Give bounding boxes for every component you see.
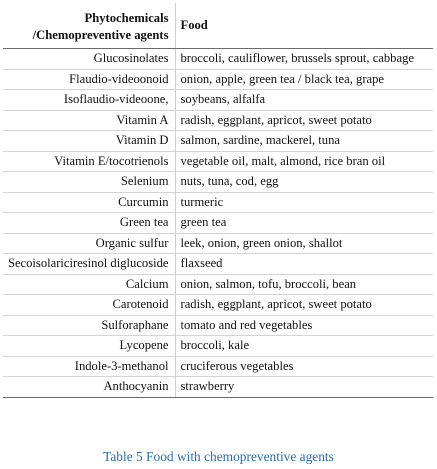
agent-cell: Indole-3-methanol	[3, 356, 175, 377]
agent-cell: Green tea	[3, 213, 175, 234]
food-cell: salmon, sardine, mackerel, tuna	[175, 131, 433, 152]
table-container	[3, 3, 433, 398]
table-row	[3, 274, 433, 295]
food-cell: radish, eggplant, apricot, sweet potato	[175, 110, 433, 131]
agent-cell: Sulforaphane	[3, 315, 175, 336]
agent-cell: Vitamin D	[3, 131, 175, 152]
table-row	[3, 356, 433, 377]
agent-cell: Flaudio-videoonoid	[3, 69, 175, 90]
table-row	[3, 213, 433, 234]
table-row	[3, 315, 433, 336]
agent-cell: Organic sulfur	[3, 233, 175, 254]
food-cell: strawberry	[175, 377, 433, 398]
food-cell: tomato and red vegetables	[175, 315, 433, 336]
food-cell: vegetable oil, malt, almond, rice bran oil	[175, 151, 433, 172]
food-cell: broccoli, kale	[175, 336, 433, 357]
table-row	[3, 151, 433, 172]
food-cell: cruciferous vegetables	[175, 356, 433, 377]
table-row	[3, 254, 433, 275]
agent-cell: Curcumin	[3, 192, 175, 213]
food-cell: flaxseed	[175, 254, 433, 275]
table-header-row	[3, 3, 433, 49]
food-cell: onion, apple, green tea / black tea, grape	[175, 69, 433, 90]
table-row	[3, 336, 433, 357]
agent-cell: Calcium	[3, 274, 175, 295]
food-cell: onion, salmon, tofu, broccoli, bean	[175, 274, 433, 295]
table-row	[3, 192, 433, 213]
table-row	[3, 49, 433, 70]
food-cell: nuts, tuna, cod, egg	[175, 172, 433, 193]
agent-cell: Secoisolariciresinol diglucoside	[3, 254, 175, 275]
agent-cell: Lycopene	[3, 336, 175, 357]
food-cell: radish, eggplant, apricot, sweet potato	[175, 295, 433, 316]
table-row	[3, 172, 433, 193]
agent-cell: Anthocyanin	[3, 377, 175, 398]
table-row	[3, 90, 433, 111]
header-food: Food	[175, 3, 433, 49]
table-row	[3, 131, 433, 152]
food-cell: turmeric	[175, 192, 433, 213]
table-row	[3, 377, 433, 398]
agent-cell: Vitamin E/tocotrienols	[3, 151, 175, 172]
agent-cell: Glucosinolates	[3, 49, 175, 70]
food-agents-table	[3, 3, 433, 398]
agent-cell: Selenium	[3, 172, 175, 193]
food-cell: broccoli, cauliflower, brussels sprout, cabbage	[175, 49, 433, 70]
table-row	[3, 69, 433, 90]
food-cell: green tea	[175, 213, 433, 234]
table-row	[3, 110, 433, 131]
agent-cell: Carotenoid	[3, 295, 175, 316]
header-agent: Phytochemicals /Chemopreventive agents	[3, 3, 175, 49]
agent-cell: Isoflaudio-videoone,	[3, 90, 175, 111]
food-cell: leek, onion, green onion, shallot	[175, 233, 433, 254]
food-cell: soybeans, alfalfa	[175, 90, 433, 111]
table-row	[3, 233, 433, 254]
agent-cell: Vitamin A	[3, 110, 175, 131]
table-row	[3, 295, 433, 316]
table-caption: Table 5 Food with chemopreventive agents	[103, 449, 334, 464]
table-body	[3, 49, 433, 398]
